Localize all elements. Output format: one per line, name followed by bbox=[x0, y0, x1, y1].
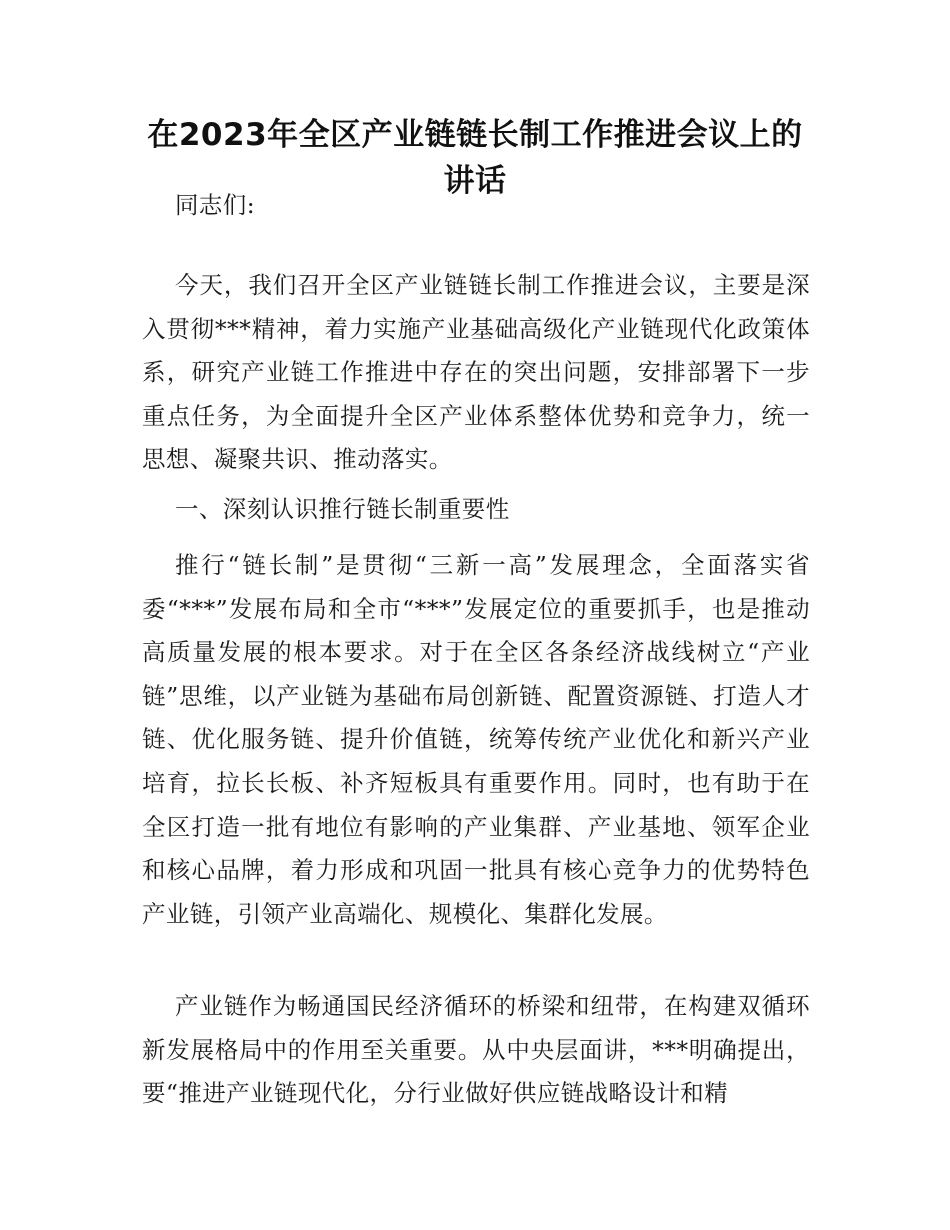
paragraph-importance: 推行“链长制”是贯彻“三新一高”发展理念，全面落实省委“***”发展布局和全市“***”发展定位的重要抓手，也是推动高质量发展的根本要求。对于在全区各条经济战线树立“产业链”思维，以产业链为基础布局创新链、配置资源链、打造人才链、优化服务链、提升价值链，统筹传统产业优化和新兴产业培育，拉长长板、补齐短板具有重要作用。同时，也有助于在全区打造一批有地位有影响的产业集群、产业基地、领军企业和核心品牌，着力形成和巩固一批具有核心竞争力的优势特色产业链，引领产业高端化、规模化、集群化发展。 bbox=[142, 551, 810, 928]
section-heading: 一、深刻认识推行链长制重要性 bbox=[175, 495, 510, 523]
paragraph-intro: 今天，我们召开全区产业链链长制工作推进会议，主要是深入贯彻***精神，着力实施产业基础高级化产业链现代化政策体系，研究产业链工作推进中存在的突出问题，安排部署下一步重点任务，为全面提升全区产业体系整体优势和竞争力，统一思想、凝聚共识、推动落实。 bbox=[142, 271, 810, 474]
paragraph-industry-chain: 产业链作为畅通国民经济循环的桥梁和纽带，在构建双循环新发展格局中的作用至关重要。从中央层面讲，***明确提出，要“推进产业链现代化，分行业做好供应链战略设计和精 bbox=[142, 992, 810, 1108]
salutation: 同志们: bbox=[175, 191, 256, 219]
document-title: 在2023年全区产业链链长制工作推进会议上的讲话 bbox=[147, 117, 803, 199]
